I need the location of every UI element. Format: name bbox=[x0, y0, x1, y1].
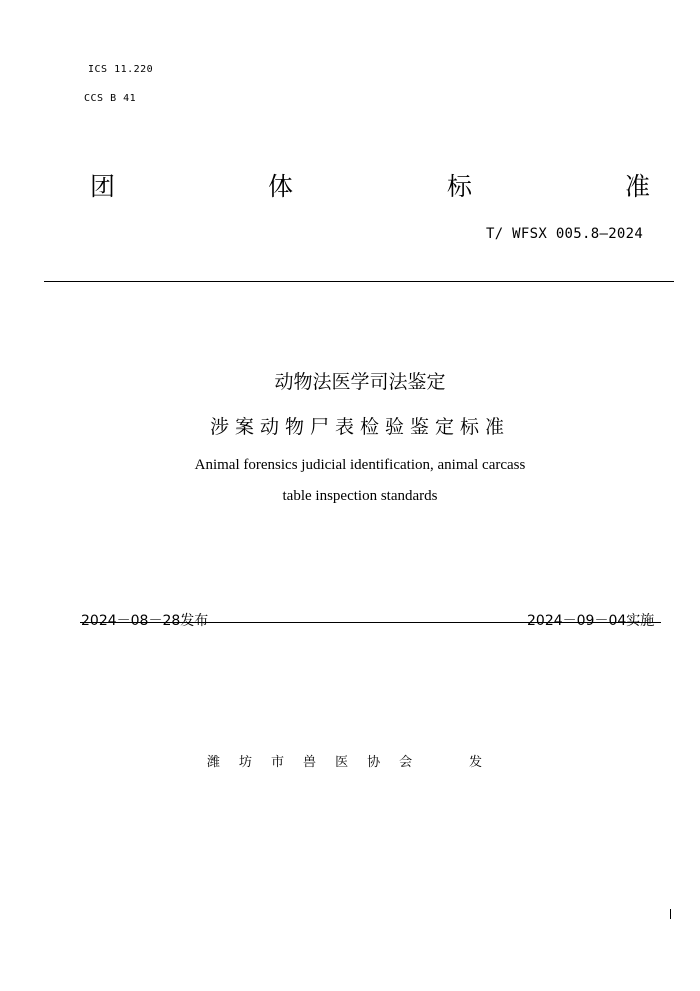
standard-type-char: 团 bbox=[90, 172, 116, 201]
issuer-char: 坊 bbox=[239, 755, 253, 770]
standard-type-char: 准 bbox=[625, 172, 651, 201]
standard-code: T/ WFSX 005.8—2024 bbox=[486, 226, 644, 242]
issuer-char: 市 bbox=[271, 755, 285, 770]
ccs-code: CCS B 41 bbox=[84, 93, 137, 104]
standard-type-char: 标 bbox=[447, 172, 473, 201]
title-english-line1: Animal forensics judicial identification, animal carcass bbox=[194, 457, 526, 473]
publish-date: 2024－08－28发布 bbox=[81, 613, 209, 629]
issuer-char: 协 bbox=[367, 755, 381, 770]
title-chinese-line2: 涉案动物尸表检验鉴定标准 bbox=[209, 416, 510, 438]
issuer-char: 潍 bbox=[207, 755, 221, 770]
page-number-mark bbox=[670, 909, 671, 919]
standard-type-char: 体 bbox=[268, 172, 294, 201]
issue-action: 发 bbox=[469, 755, 483, 770]
implement-date: 2024－09－04实施 bbox=[527, 613, 655, 629]
title-chinese-line1: 动物法医学司法鉴定 bbox=[274, 371, 446, 393]
ics-code: ICS 11.220 bbox=[88, 64, 154, 75]
header-divider bbox=[44, 281, 674, 282]
title-english-line2: table inspection standards bbox=[282, 488, 438, 504]
issuer-char: 会 bbox=[399, 755, 413, 770]
issuer-char: 兽 bbox=[303, 755, 317, 770]
issuer-char: 医 bbox=[335, 755, 349, 770]
issuer-name bbox=[207, 751, 431, 770]
